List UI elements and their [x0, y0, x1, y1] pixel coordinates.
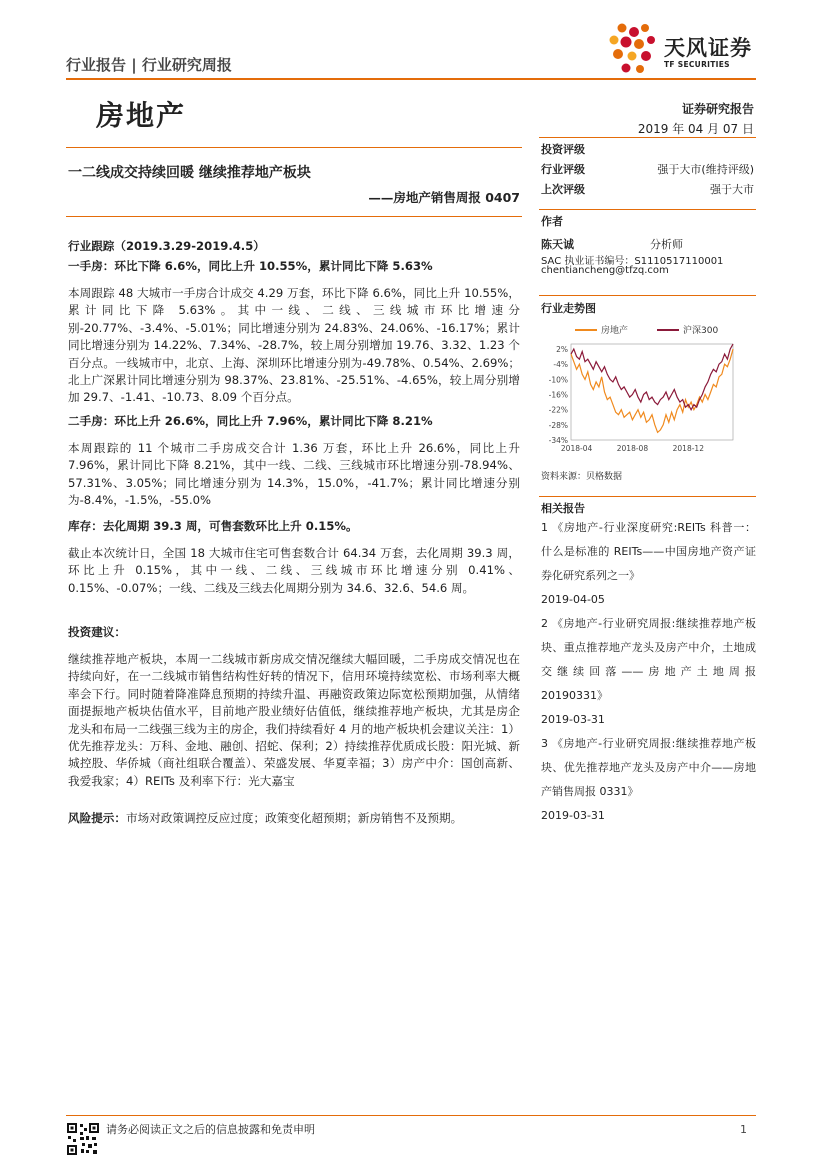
author-role: 分析师 — [650, 238, 683, 251]
page-number: 1 — [740, 1123, 747, 1136]
main-title: 一二线成交持续回暖 继续推荐地产板块 — [68, 165, 311, 181]
brand-logo — [606, 22, 766, 82]
x-tick-label: 2018-12 — [672, 444, 704, 453]
x-tick-label: 2018-04 — [560, 444, 593, 453]
author-name: 陈天诚 — [541, 238, 574, 251]
advice-paragraph: 继续推荐地产板块，本周一二线城市新房成交情况继续大幅回暖，二手房成交情况也在持续向好，在一二线城市销售结构性好转的情况下，信用环境持续宽松、市场利率大概率会下行。同时随着降准降息预期的持续升温、再融资政策边际宽松预期加强，从情绪面提振地产板块估值水平，目前地产股业绩好估值低，继续推荐地产板块，尤其是房企龙头和布局一二线强三线为主的房企，我们持续看好 4 月的地产板块机会建议关注：1）优先推荐龙头：万科、金地、融创、招蛇、保利；2）持续推荐优质成长股：阳光城、新城控股、华侨城（商社组联合覆盖）、荣盛发展、华夏幸福；3）房产中介：国创高新、我爱我家；4）REITs 及利率下行：光大嘉宝 — [68, 652, 520, 788]
legend — [575, 324, 718, 336]
author-heading: 作者 — [541, 215, 563, 228]
industry-rating-value: 强于大市(维持评级) — [657, 163, 754, 176]
brand-name: 天风证券 — [664, 36, 752, 60]
prev-rating-value: 强于大市 — [710, 183, 754, 196]
related-reports — [541, 516, 756, 828]
legend-label-real-estate: 房地产 — [601, 326, 629, 336]
y-tick-label: -28% — [548, 420, 568, 430]
trend-heading: 行业走势图 — [541, 302, 596, 315]
secondary-heading: 二手房：环比上升 26.6%，同比上升 7.96%，累计同比下降 8.21% — [68, 414, 433, 428]
footer-divider — [66, 1115, 756, 1116]
sidebar-rule-4 — [539, 496, 756, 497]
advice-heading: 投资建议： — [68, 625, 126, 639]
sub-title: ——房地产销售周报 0407 — [368, 190, 520, 205]
chart-source: 资料来源：贝格数据 — [541, 472, 623, 482]
risk-text: 市场对政策调控反应过度；政策变化超预期；新房销售不及预期。 — [125, 811, 463, 825]
y-tick-label: -34% — [548, 436, 568, 445]
series-line-real-estate — [571, 349, 733, 432]
legend-label-hs300: 沪深300 — [683, 326, 719, 336]
series-line-hs300 — [571, 344, 733, 410]
trend-chart — [537, 320, 757, 460]
industry-rating-label: 行业评级 — [541, 163, 585, 176]
primary-heading: 一手房：环比下降 6.6%，同比上升 10.55%，累计同比下降 5.63% — [68, 259, 433, 273]
author-sac: SAC 执业证书编号：S1110517110001 — [541, 256, 724, 267]
chart-frame — [571, 344, 733, 440]
primary-paragraph: 本周跟踪 48 大城市一手房合计成交 4.29 万套，环比下降 6.6%，同比上升 10.55%，累计同比下降 5.63%。其中一线、二线、三线城市环比增速分别-20.77%、-3.4%、-5.01%；同比增速分别为 24.83%、24.06%、-16.17%；累计同比增速分别为 14.22%、7.34%、-28.7%，较上周分别增加 19.76、3.32、1.23 个百分点。一线城市中，北京、上海、深圳环比增速分别为-49.78%、0.54%、2.69%；北上广深累计同比增速分别为 98.37%、23.81%、-25.51%、-4.65%，较上周分别增加 29.7、-1.41、-10.73、8.09 个百分点。 — [68, 286, 520, 405]
y-tick-label: -22% — [548, 405, 568, 415]
secondary-paragraph: 本周跟踪的 11 个城市二手房成交合计 1.36 万套，环比上升 26.6%，同比上升 7.96%，累计同比下降 8.21%，其中一线、二线、三线城市环比增速分别-78.94%、57.31%、3.05%；同比增速分别为 14.3%，15.0%，-41.7%；累计同比增速分别为-8.4%，-1.5%，-55.0% — [68, 441, 520, 508]
qr-code-icon — [66, 1122, 100, 1156]
y-tick-label: -4% — [553, 360, 568, 370]
author-email[interactable]: chentiancheng@tfzq.com — [541, 265, 669, 276]
sidebar-rule-3 — [539, 295, 756, 296]
title-bottom-rule — [66, 216, 522, 217]
report-label: 证券研究报告 — [681, 102, 754, 116]
header-divider — [66, 78, 756, 80]
sector-title: 房地产 — [96, 99, 187, 132]
inventory-heading: 库存：去化周期 39.3 周，可售套数环比上升 0.15%。 — [68, 519, 358, 533]
y-tick-label: -10% — [548, 375, 568, 385]
related-report-2[interactable]: 2 《房地产-行业研究周报:继续推荐地产板块、重点推荐地产龙头及房产中介，土地成交继续回落——房地产土地周报 20190331》 — [541, 617, 756, 702]
report-date: 2019 年 04 月 07 日 — [637, 122, 754, 136]
sidebar-rule-1 — [539, 137, 756, 138]
title-top-rule — [66, 147, 522, 148]
related-heading: 相关报告 — [541, 502, 585, 515]
tracking-heading: 行业跟踪（2019.3.29-2019.4.5） — [68, 239, 265, 253]
y-tick-label: -16% — [548, 390, 568, 400]
brand-dots-icon — [606, 22, 662, 82]
related-report-date-2: 2019-03-31 — [541, 713, 605, 726]
related-report-date-1: 2019-04-05 — [541, 593, 605, 606]
x-tick-label: 2018-08 — [616, 444, 649, 453]
report-type: 行业报告 | 行业研究周报 — [66, 56, 232, 74]
sidebar-rule-2 — [539, 209, 756, 210]
footer-disclaimer: 请务必阅读正文之后的信息披露和免责申明 — [106, 1123, 315, 1136]
related-report-date-3: 2019-03-31 — [541, 809, 605, 822]
brand-name-en: TF SECURITIES — [664, 60, 730, 69]
related-report-1[interactable]: 1 《房地产-行业深度研究:REITs 科普一：什么是标准的 REITs——中国房地产资产证券化研究系列之一》 — [541, 521, 756, 582]
risk-note — [68, 810, 520, 827]
prev-rating-label: 上次评级 — [541, 183, 585, 196]
risk-heading: 风险提示： — [68, 811, 126, 825]
related-report-3[interactable]: 3 《房地产-行业研究周报:继续推荐地产板块、优先推荐地产龙头及房产中介——房地产销售周报 0331》 — [541, 737, 756, 798]
y-tick-label: 2% — [556, 345, 568, 355]
rating-heading: 投资评级 — [541, 143, 585, 156]
inventory-paragraph: 截止本次统计日，全国 18 大城市住宅可售套数合计 64.34 万套，去化周期 39.3 周，环比上升 0.15%，其中一线、二线、三线城市环比增速分别 0.41%、0.15%、-0.07%；一线、二线及三线去化周期分别为 34.6、32.6、54.6 周。 — [68, 546, 520, 595]
